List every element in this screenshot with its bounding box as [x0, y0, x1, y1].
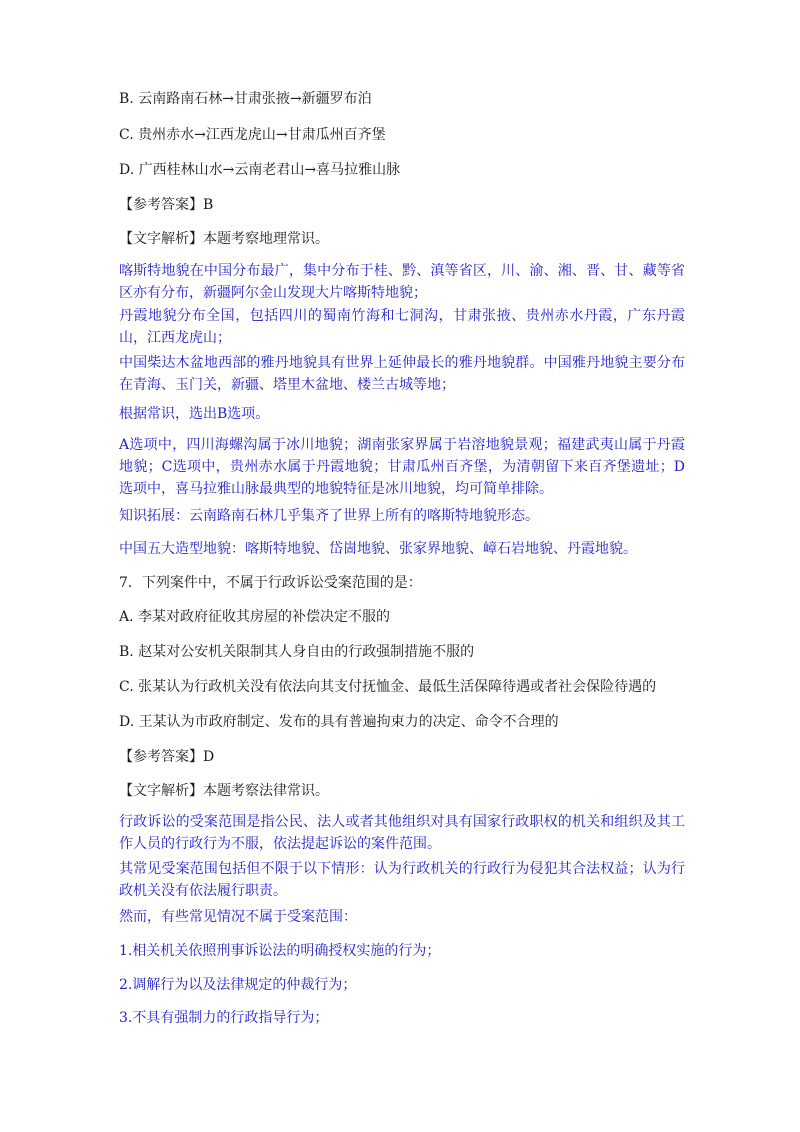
answer-q7: 【参考答案】D	[119, 749, 215, 765]
para-common-scope: 其常见受案范围包括但不限于以下情形：认为行政机关的行政行为侵犯其合法权益；认为行政机关没有依法履行职责。	[119, 861, 685, 899]
list-item-2: 2.调解行为以及法律规定的仲裁行为；	[119, 977, 357, 993]
option-d-q7: D. 王某认为市政府制定、发布的具有普遍拘束力的决定、命令不合理的	[119, 714, 559, 730]
analysis-title-q7: 【文字解析】本题考察法律常识。	[119, 783, 329, 799]
para-karst: 喀斯特地貌在中国分布最广，集中分布于桂、黔、滇等省区，川、渝、湘、晋、甘、藏等省区亦有分布，新疆阿尔金山发现大片喀斯特地貌；	[119, 263, 685, 301]
list-item-1: 1.相关机关依照刑事诉讼法的明确授权实施的行为；	[119, 943, 441, 959]
option-c-q6: C. 贵州赤水→江西龙虎山→甘肃瓜州百齐堡	[119, 127, 386, 143]
para-options-explained: A选项中，四川海螺沟属于冰川地貌；湖南张家界属于岩溶地貌景观；福建武夷山属于丹霞地貌；C选项中，贵州赤水属于丹霞地貌；甘肃瓜州百齐堡，为清朝留下来百齐堡遗址；D选项中，喜马拉雅山脉最典型的地貌特征是冰川地貌，均可简单排除。	[119, 437, 685, 497]
para-danxia: 丹霞地貌分布全国，包括四川的蜀南竹海和七洞沟，甘肃张掖、贵州赤水丹霞，广东丹霞山，江西龙虎山；	[119, 308, 685, 346]
para-conclusion: 根据常识，选出B选项。	[119, 406, 270, 422]
list-item-3: 3.不具有强制力的行政指导行为；	[119, 1010, 329, 1026]
option-b-q7: B. 赵某对公安机关限制其人身自由的行政强制措施不服的	[119, 644, 475, 660]
option-b-q6: B. 云南路南石林→甘肃张掖→新疆罗布泊	[119, 91, 372, 107]
analysis-title-q6: 【文字解析】本题考察地理常识。	[119, 231, 329, 247]
option-d-q6: D. 广西桂林山水→云南老君山→喜马拉雅山脉	[119, 162, 401, 178]
option-c-q7: C. 张某认为行政机关没有依法向其支付抚恤金、最低生活保障待遇或者社会保险待遇的	[119, 679, 657, 695]
para-yardang: 中国柴达木盆地西部的雅丹地貌具有世界上延伸最长的雅丹地貌群。中国雅丹地貌主要分布在青海、玉门关，新疆、塔里木盆地、楼兰古城等地；	[119, 355, 685, 393]
para-knowledge: 知识拓展：云南路南石林几乎集齐了世界上所有的喀斯特地貌形态。	[119, 508, 539, 524]
option-a-q7: A. 李某对政府征收其房屋的补偿决定不服的	[119, 609, 391, 625]
para-however: 然而，有些常见情况不属于受案范围：	[119, 909, 357, 925]
answer-q6: 【参考答案】B	[119, 197, 214, 213]
para-five-landforms: 中国五大造型地貌：喀斯特地貌、岱崮地貌、张家界地貌、嶂石岩地貌、丹霞地貌。	[119, 541, 637, 557]
question-7: 7．下列案件中，不属于行政诉讼受案范围的是：	[119, 575, 422, 591]
para-scope: 行政诉讼的受案范围是指公民、法人或者其他组织对具有国家行政职权的机关和组织及其工作人员的行政行为不服，依法提起诉讼的案件范围。	[119, 814, 685, 852]
